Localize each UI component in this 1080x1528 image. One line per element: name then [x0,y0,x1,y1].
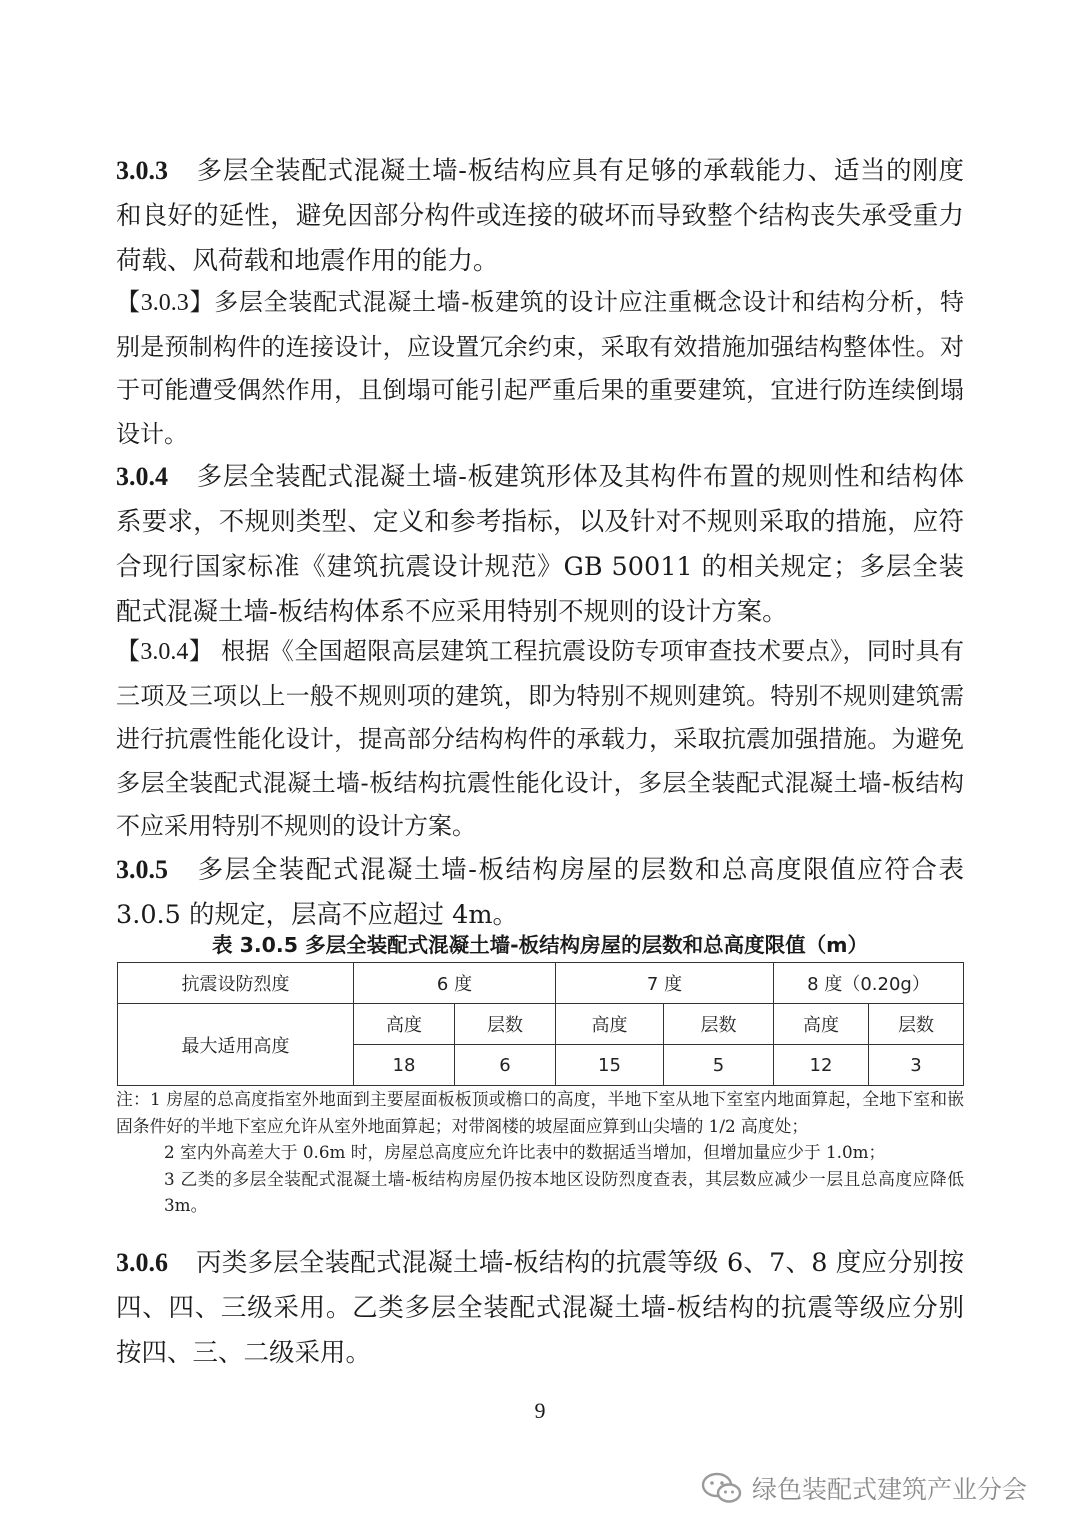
note-2: 2 室内外高差大于 0.6m 时，房屋总高度应允许比表中的数据适当增加，但增加量应少于 1.0m； [164,1142,886,1162]
watermark-text: 绿色装配式建筑产业分会 [752,1475,1028,1504]
clause-3-0-6 [116,1240,964,1376]
table-header-degree-7: 7 度 [556,963,774,1004]
clause-number: 3.0.4 [116,462,168,491]
table-header-degree-8: 8 度（0.20g） [774,963,964,1004]
height-limit-table [117,962,964,1086]
table-subheader: 层数 [455,1004,556,1045]
commentary-tag: 【3.0.4】 [116,639,214,665]
table-cell: 5 [664,1045,774,1086]
watermark [700,1470,1027,1506]
commentary-3-0-3 [116,281,964,456]
table-subheader: 高度 [354,1004,455,1045]
commentary-text: 根据《全国超限高层建筑工程抗震设防专项审查技术要点》，同时具有三项及三项以上一般不规则项的建筑，即为特别不规则建筑。特别不规则建筑需进行抗震性能化设计，提高部分结构构件的承载力，采取抗震加强措施。为避免多层全装配式混凝土墙-板结构抗震性能化设计，多层全装配式混凝土墙-板结构不应采用特别不规则的设计方案。 [116,637,964,840]
page-number: 9 [534,1398,546,1423]
table-cell: 18 [354,1045,455,1086]
commentary-3-0-4 [116,630,964,849]
clause-3-0-3 [116,148,964,284]
table-header-degree-6: 6 度 [354,963,556,1004]
clause-text: 多层全装配式混凝土墙-板建筑形体及其构件布置的规则性和结构体系要求，不规则类型、定义和参考指标，以及针对不规则采取的措施，应符合现行国家标准《建筑抗震设计规范》GB 50011 的相关规定；多层全装配式混凝土墙-板结构体系不应采用特别不规则的设计方案。 [116,462,964,627]
table-notes [116,1086,964,1219]
note-1: 注：1 房屋的总高度指室外地面到主要屋面板板顶或檐口的高度，半地下室从地下室室内地面算起，全地下室和嵌固条件好的半地下室应允许从室外地面算起；对带阁楼的坡屋面应算到山尖墙的 1/2 高度处； [116,1089,964,1136]
table-cell: 15 [556,1045,664,1086]
note-3: 3 乙类的多层全装配式混凝土墙-板结构房屋仍按本地区设防烈度查表，其层数应减少一层且总高度应降低 3m。 [164,1168,964,1215]
table-cell: 6 [455,1045,556,1086]
clause-3-0-5 [116,847,964,938]
clause-number: 3.0.3 [116,156,168,185]
table-title: 表 3.0.5 多层全装配式混凝土墙-板结构房屋的层数和总高度限值（m） [211,933,868,957]
table-header-intensity: 抗震设防烈度 [118,963,354,1004]
table-subheader: 层数 [869,1004,964,1045]
clause-number: 3.0.6 [116,1248,168,1277]
clause-3-0-4 [116,454,964,635]
wechat-icon [700,1470,744,1506]
clause-number: 3.0.5 [116,855,168,884]
clause-text: 丙类多层全装配式混凝土墙-板结构的抗震等级 6、7、8 度应分别按四、四、三级采用。乙类多层全装配式混凝土墙-板结构的抗震等级应分别按四、三、二级采用。 [116,1248,964,1368]
table-subheader: 高度 [556,1004,664,1045]
clause-text: 多层全装配式混凝土墙-板结构房屋的层数和总高度限值应符合表 3.0.5 的规定，层高不应超过 4m。 [116,855,964,930]
commentary-tag: 【3.0.3】 [116,290,215,316]
table-header-max-height: 最大适用高度 [118,1004,354,1086]
table-subheader: 高度 [774,1004,869,1045]
table-cell: 12 [774,1045,869,1086]
clause-text: 多层全装配式混凝土墙-板结构应具有足够的承载能力、适当的刚度和良好的延性，避免因部分构件或连接的破坏而导致整个结构丧失承受重力荷载、风荷载和地震作用的能力。 [116,156,964,276]
table-subheader: 层数 [664,1004,774,1045]
commentary-text: 多层全装配式混凝土墙-板建筑的设计应注重概念设计和结构分析，特别是预制构件的连接设计，应设置冗余约束，采取有效措施加强结构整体性。对于可能遭受偶然作用，且倒塌可能引起严重后果的重要建筑，宜进行防连续倒塌设计。 [116,288,964,448]
table-cell: 3 [869,1045,964,1086]
